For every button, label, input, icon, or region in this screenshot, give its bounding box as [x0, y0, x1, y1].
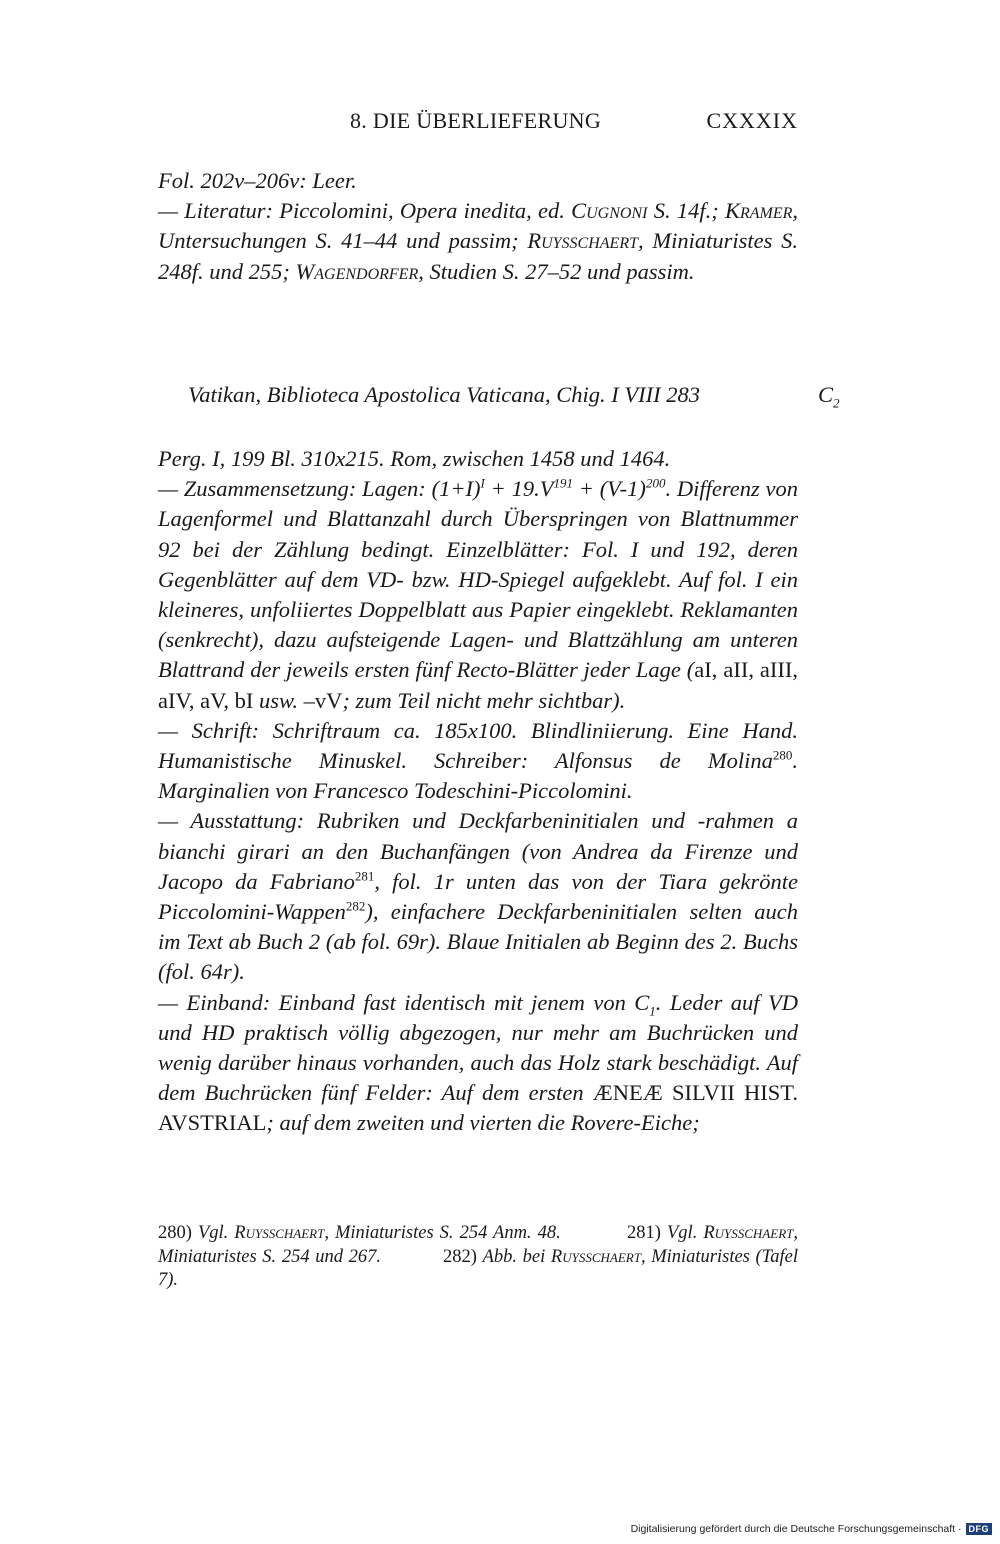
literature-block	[158, 166, 798, 287]
text-run: , Studien S. 27–52 und passim.	[418, 258, 695, 284]
funding-credit	[631, 1520, 992, 1538]
author-name: Ruysschaert	[234, 1223, 325, 1243]
text-run: ; zum Teil nicht mehr sichtbar).	[342, 687, 626, 713]
footnotes	[158, 1222, 798, 1293]
author-name: Cugnoni	[571, 198, 648, 224]
text-run: Vgl.	[197, 1223, 235, 1243]
text-run: . Differenz von Lagenformel und Blattanzahl durch Überspringen von Blattnummer 92 bei der Zählung bedingt. Einzelblätter: Fol. I und 192, deren Gegenblätter auf dem VD- bzw. HD-Spiegel aufgeklebt. Auf fol. I ein kleineres, unfoliiertes Doppelblatt aus Papier eingeklebt. Reklamanten (senkrecht), dazu aufsteigende Lagen- und Blattzählung am unteren Blattrand der jeweils ersten fünf Recto-Blätter jeder Lage (	[158, 476, 799, 683]
text-run: — Ausstattung: Rubriken und Deckfarbeninitialen und -rahmen a bianchi girari an den Buchanfängen (von Andrea da Firenze und Jacopo da Fabriano	[158, 808, 798, 894]
footnote-280	[158, 1223, 561, 1243]
footnote-number: 281)	[627, 1223, 667, 1243]
manuscript-description	[158, 444, 798, 1139]
text-run: , fol. 1r unten das von der Tiara gekrönte Piccolomini-Wappen	[158, 868, 798, 925]
text-run: . Leder auf VD und HD praktisch völlig abgezogen, nur mehr am Buchrücken und wenig darüber hinaus vorhanden, auch das Holz stark beschädigt. Auf dem Buchrücken fünf Felder: Auf dem ersten	[158, 989, 798, 1106]
upright-text: aI, aII, aIII, aIV, aV, bI	[158, 657, 798, 713]
text-run: . Marginalien von Francesco Todeschini-Piccolomini.	[158, 748, 798, 804]
credit-text: Digitalisierung gefördert durch die Deutsche Forschungsgemeinschaft ·	[630, 1523, 962, 1535]
superscript: 200	[645, 475, 666, 491]
author-name: Wagendorfer	[295, 258, 419, 284]
text-run: , Miniaturistes (Tafel 7).	[158, 1246, 799, 1290]
text-run: S. 14f.;	[647, 198, 725, 224]
binding-paragraph	[158, 988, 798, 1139]
decoration-paragraph	[158, 806, 798, 987]
siglum-subscript: 2	[833, 395, 840, 411]
siglum	[818, 382, 840, 411]
text-run: ; auf dem zweiten und vierten die Rovere-Eiche;	[266, 1110, 700, 1136]
superscript: I	[480, 475, 485, 491]
upright-text: ÆNEÆ SILVII HIST. AVSTRIAL	[158, 1080, 798, 1136]
empty-folios-line: Fol. 202v–206v: Leer.	[158, 168, 357, 193]
physical-description: Perg. I, 199 Bl. 310x215. Rom, zwischen 1458 und 1464.	[158, 446, 671, 471]
text-run: — Schrift: Schriftraum ca. 185x100. Blindliniierung. Eine Hand. Humanistische Minuskel. Schreiber: Alfonsus de Molina	[158, 717, 798, 774]
manuscript-heading	[188, 382, 848, 416]
footnote-ref: 282	[345, 898, 366, 914]
upright-text: –vV	[303, 687, 343, 713]
text-run: ), einfachere Deckfarbeninitialen selten auch im Text ab Buch 2 (ab fol. 69r). Blaue Initialen ab Beginn des 2. Buchs (fol. 64r).	[158, 899, 798, 985]
author-name: Ruysschaert	[527, 228, 638, 254]
footnote-ref: 280	[772, 747, 793, 763]
text-run: Abb. bei	[482, 1246, 551, 1267]
text-run: — Zusammensetzung: Lagen: (1+I)	[158, 476, 481, 502]
composition-paragraph	[158, 474, 798, 716]
footnote-number: 282)	[443, 1246, 483, 1267]
running-head	[158, 108, 798, 138]
text-run: — Einband: Einband fast identisch mit jenem von C	[158, 989, 650, 1015]
text-run: , Untersuchungen S. 41–44 und passim;	[158, 198, 798, 254]
siglum-letter: C	[818, 382, 834, 407]
text-run: usw.	[253, 687, 304, 713]
author-name: Ruysschaert	[550, 1246, 641, 1267]
shelfmark-text: Vatikan, Biblioteca Apostolica Vaticana, Chig. I VIII 283	[188, 382, 701, 407]
text-run: — Literatur: Piccolomini, Opera inedita, ed.	[158, 198, 572, 224]
text-run: Vgl.	[667, 1223, 704, 1243]
text-run: , Miniaturistes S. 254 und 267.	[158, 1223, 798, 1267]
author-name: Kramer	[724, 198, 793, 224]
text-run: , Miniaturistes S. 254 Anm. 48.	[324, 1223, 561, 1243]
running-head-title: 8. DIE ÜBERLIEFERUNG	[350, 108, 602, 133]
author-name: Ruysschaert	[703, 1223, 794, 1243]
literature-paragraph	[158, 196, 798, 287]
footnote-ref: 281	[354, 868, 375, 884]
superscript: 191	[553, 475, 573, 491]
dfg-logo: DFG	[966, 1523, 993, 1535]
text-run: + (V-1)	[572, 476, 646, 502]
text-run: + 19.V	[484, 476, 554, 502]
subscript: 1	[649, 1003, 656, 1019]
page-number: CXXXIX	[706, 108, 798, 133]
script-paragraph	[158, 716, 798, 807]
text-run: , Miniaturistes S. 248f. und 255;	[158, 228, 798, 284]
footnote-number: 280)	[158, 1223, 198, 1243]
